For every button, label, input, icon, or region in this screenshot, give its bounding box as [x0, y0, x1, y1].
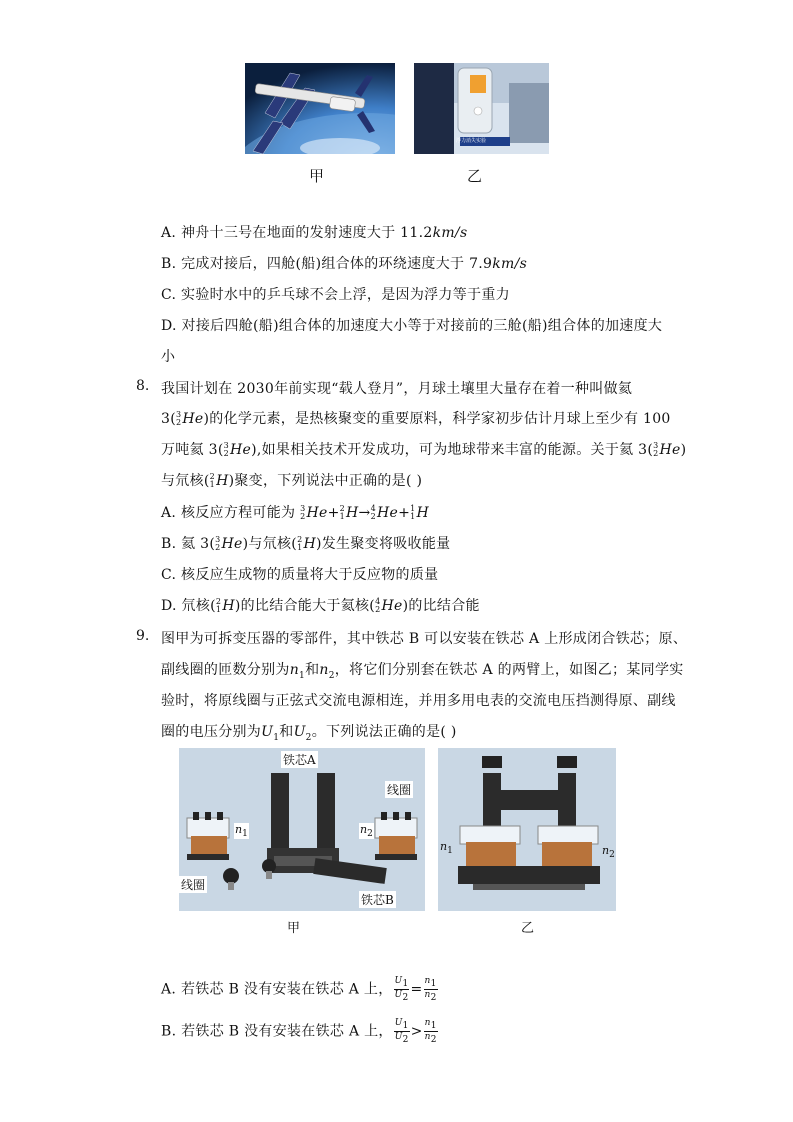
label-coil-top: 线圈 — [387, 783, 412, 797]
option-text: 神舟十三号在地面的发射速度大于 11.2 — [180, 225, 433, 241]
q8-stem-line1: 我国计划在 2030年前实现“载人登月”，月球土壤里大量存在着一种叫做氦 — [161, 381, 633, 397]
q9-stem-line2: 副线圈的匝数分别为$n_1$和$n_2$，将它们分别套在铁芯 A 的两臂上，如图乙；某同学实 — [161, 662, 684, 681]
label-n2: $n_2$ — [602, 844, 615, 861]
q9-option-a: A. 若铁芯 B 没有安装在铁芯 A 上， $\frac{U_1}{U_2}$ = $\frac{n_1}{n_2}$ — [161, 976, 437, 1003]
q7-option-c — [161, 284, 510, 304]
unit: km/s — [492, 256, 528, 272]
figure-caption-right: 乙 — [521, 921, 535, 936]
label-coil-bottom: 线圈 — [181, 878, 206, 892]
label-core-b: 铁芯B — [361, 893, 394, 907]
q7-option-d — [161, 315, 662, 335]
label-n2: $n_2$ — [360, 823, 373, 840]
option-label: B. — [161, 256, 177, 272]
video-caption: 浮力消失实验 — [455, 138, 486, 144]
question-number: 9. — [136, 628, 150, 644]
q8-option-b: B. 氦 3( 3 2 He)与氘核( 2 1 H)发生聚变将吸收能量 — [161, 535, 451, 552]
q8-option-d: D. 氘核( 2 1 H)的比结合能大于氦核( 4 2 He)的比结合能 — [161, 597, 480, 614]
figure-caption-left: 甲 — [309, 167, 325, 185]
label-core-a: 铁芯A — [283, 753, 316, 767]
q8-option-c: C. 核反应生成物的质量将大于反应物的质量 — [161, 567, 439, 583]
q8-stem-line2: 3( 3 2 He)的化学元素，是热核聚变的重要原料，科学家初步估计月球上至少有 100 — [161, 410, 671, 427]
q9-option-b: B. 若铁芯 B 没有安装在铁芯 A 上， $\frac{U_1}{U_2}$ > $\frac{n_1}{n_2}$ — [161, 1018, 437, 1045]
water-experiment-image — [414, 63, 549, 154]
option-label: A. — [161, 225, 177, 241]
option-label: C. — [161, 287, 177, 303]
option-text: 对接后四舱(船)组合体的加速度大小等于对接前的三舱(船)组合体的加速度大 — [181, 318, 663, 334]
q9-stem-line3: 验时，将原线圈与正弦式交流电源相连，并用多用电表的交流电压挡测得原、副线 — [161, 693, 676, 709]
assembled-transformer-image — [438, 748, 616, 911]
label-n1: $n_1$ — [440, 840, 453, 857]
q7-option-b — [161, 253, 527, 273]
question-number: 8. — [136, 378, 150, 394]
option-label: D. — [161, 318, 177, 334]
transformer-parts-image — [179, 748, 425, 911]
option-text: 实验时水中的乒乓球不会上浮，是因为浮力等于重力 — [181, 287, 510, 303]
q8-option-a: A. 核反应方程可能为 3 2 He+ 2 1 H→ 4 2 He+ 1 1 H — [161, 504, 430, 521]
q9-stem-line1: 图甲为可拆变压器的零部件，其中铁芯 B 可以安装在铁芯 A 上形成闭合铁芯；原、 — [161, 631, 688, 647]
space-station-image — [245, 63, 395, 154]
nuclear-equation: 3 2 He+ 2 1 H→ 4 2 He+ 1 1 H — [300, 504, 430, 521]
q8-stem-line4: 与氘核( 2 1 H)聚变，下列说法中正确的是( ) — [161, 472, 423, 489]
q7-option-a — [161, 222, 467, 242]
option-text: 完成对接后，四舱(船)组合体的环绕速度大于 7.9 — [181, 256, 493, 272]
label-n1: $n_1$ — [235, 823, 248, 840]
q8-stem-line3: 万吨氦 3( 3 2 He),如果相关技术开发成功，可为地球带来丰富的能源。关于氦 3( 3 2 He) — [161, 441, 687, 458]
figure-caption-right: 乙 — [467, 167, 483, 185]
unit: km/s — [432, 225, 468, 241]
figure-caption-left: 甲 — [287, 921, 301, 936]
q9-stem-line4: 圈的电压分别为$U_1$和$U_2$。下列说法正确的是( ) — [161, 724, 457, 743]
q7-option-d-cont: 小 — [161, 349, 176, 365]
